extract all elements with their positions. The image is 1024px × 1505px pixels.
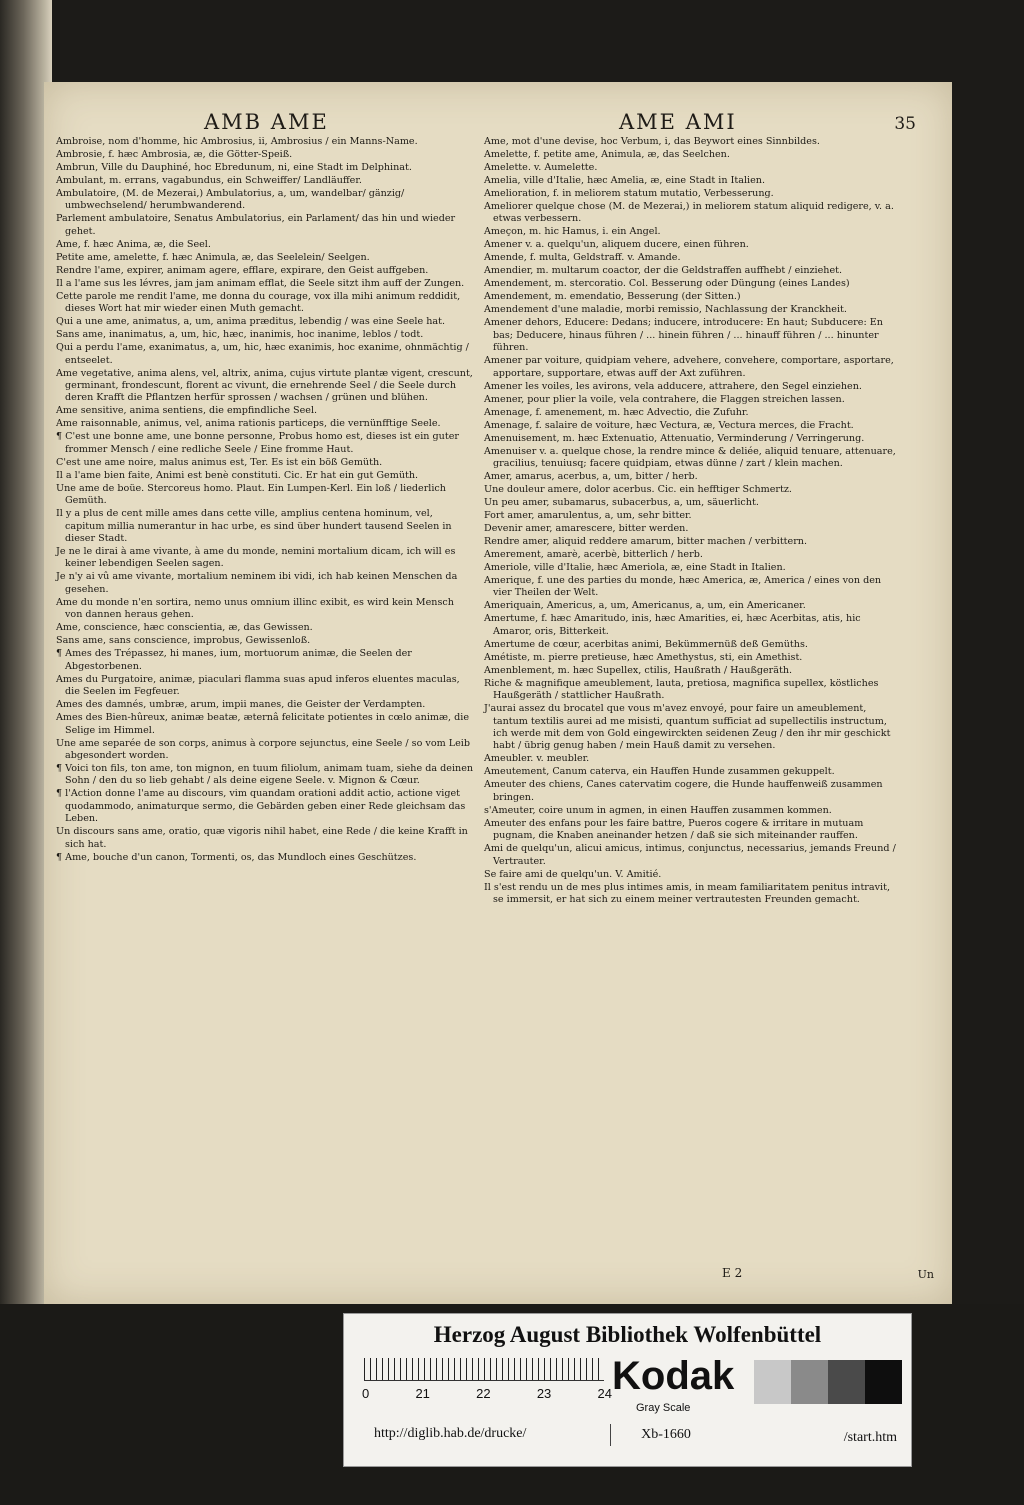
- dictionary-entry: s'Ameuter, coire unum in agmen, in einen Hauffen zusammen kommen.: [484, 804, 832, 816]
- dictionary-entry: Devenir amer, amarescere, bitter werden.: [484, 523, 689, 535]
- ruler-number: 0: [362, 1386, 370, 1401]
- dictionary-entry: Ambrun, Ville du Dauphiné, hoc Ebredunum, ni, eine Stadt im Delphinat.: [56, 162, 412, 173]
- right-column: [484, 136, 902, 907]
- ruler-number: 23: [536, 1386, 552, 1401]
- dictionary-entry: Amenuiser v. a. quelque chose, la rendre mince & deliée, aliquid tenuare, attenuare, gracilius, tenuiusq; facere quidpiam, etwas dünne / zart / klein machen.: [484, 445, 896, 470]
- dictionary-entry: Sans ame, sans conscience, improbus, Gewissenloß.: [56, 635, 311, 647]
- dictionary-entry: Il a l'ame sus les lévres, jam jam animam efflat, die Seele sitzt ihm auff der Zungen.: [56, 277, 465, 289]
- dictionary-entry: Amelioration, f. in meliorem statum mutatio, Verbesserung.: [484, 188, 774, 199]
- dictionary-entry: ¶ l'Action donne l'ame au discours, vim quandam orationi addit actio, actione viget quodammodo, animaturque sermo, die Gebärden geben einer Rede gleichsam das Leben.: [56, 788, 466, 825]
- dictionary-entry: Un peu amer, subamarus, subacerbus, a, um, säuerlicht.: [484, 497, 759, 509]
- dictionary-entry: Amendement, m. stercoratio. Col. Besserung oder Düngung (eines Landes): [484, 278, 850, 290]
- dictionary-entry: Qui a une ame, animatus, a, um, anima præditus, lebendig / was eine Seele hat.: [56, 316, 445, 328]
- dictionary-entry: Ame, f. hæc Anima, æ, die Seel.: [56, 238, 211, 250]
- dictionary-entry: Cette parole me rendit l'ame, me donna du courage, vox illa mihi animum reddidit, dieses Wort hat mir wieder einen Muth gemacht.: [56, 290, 461, 315]
- dictionary-entry: Amendement, m. emendatio, Besserung (der Sitten.): [484, 291, 741, 303]
- dictionary-entry: Amelette. v. Aumelette.: [484, 162, 598, 173]
- dictionary-entry: Petite ame, amelette, f. hæc Animula, æ, das Seelelein/ Seelgen.: [56, 251, 370, 263]
- dictionary-entry: Amerement, amarè, acerbè, bitterlich / herb.: [484, 549, 703, 561]
- gray-scale-label: Gray Scale: [636, 1402, 691, 1414]
- ruler-number: 21: [415, 1386, 430, 1401]
- dictionary-entry: Ambroise, nom d'homme, hic Ambrosius, ii, Ambrosius / ein Manns-Name.: [56, 136, 418, 147]
- dictionary-entry: Je ne le dirai à ame vivante, à ame du monde, nemini mortalium dicam, ich will es keiner lebendigen Seelen sagen.: [56, 546, 456, 570]
- gray-scale-patches: [754, 1360, 902, 1404]
- dictionary-entry: Amelia, ville d'Italie, hæc Amelia, æ, eine Stadt in Italien.: [484, 175, 766, 186]
- dictionary-entry: Un discours sans ame, oratio, quæ vigoris nihil habet, eine Rede / die keine Krafft in sich hat.: [56, 826, 468, 850]
- dictionary-entry: Amende, f. multa, Geldstraff. v. Amande.: [484, 252, 681, 264]
- gray-patch: [791, 1360, 828, 1404]
- dictionary-entry: Amer, amarus, acerbus, a, um, bitter / herb.: [484, 471, 698, 483]
- start-page-url: /start.htm: [843, 1430, 897, 1445]
- ruler-number: 22: [476, 1386, 491, 1401]
- dictionary-entry: Une ame de boüe. Stercoreus homo. Plaut. Ein Lumpen-Kerl. Ein loß / liederlich Gemüth.: [56, 482, 446, 507]
- ruler-number: 24: [597, 1386, 612, 1401]
- dictionary-entry: Ame, conscience, hæc conscientia, æ, das Gewissen.: [56, 622, 313, 634]
- dictionary-entry: Il y a plus de cent mille ames dans cette ville, amplius centena hominum, vel, capitum millia numerantur in hac urbe, es sind über hundert tausend Seelen in dieser Stadt.: [56, 508, 452, 545]
- dictionary-entry: Ame raisonnable, animus, vel, anima rationis particeps, die vernünfftige Seele.: [56, 418, 441, 430]
- library-target-card: [343, 1313, 912, 1467]
- dictionary-entry: Ami de quelqu'un, alicui amicus, intimus, conjunctus, necessarius, jemands Freund / Vertrauter.: [484, 843, 896, 867]
- dictionary-entry: Parlement ambulatoire, Senatus Ambulatorius, ein Parlament/ das hin und wieder gehet.: [56, 213, 456, 237]
- ruler-numbers: [362, 1386, 612, 1401]
- dictionary-entry: Ambulatoire, (M. de Mezerai,) Ambulatorius, a, um, wandelbar/ gänzig/ umbwechselend/ herumbwanderend.: [56, 188, 405, 212]
- dictionary-entry: Ameriquain, Americus, a, um, Americanus, a, um, ein Americaner.: [484, 600, 806, 612]
- gray-patch: [828, 1360, 865, 1404]
- dictionary-entry: Ame, mot d'une devise, hoc Verbum, i, das Beywort eines Sinnbildes.: [484, 136, 820, 147]
- book-page: [44, 82, 952, 1304]
- dictionary-entry: Il s'est rendu un de mes plus intimes amis, in meam familiaritatem penitus intravit, se immersit, er hat sich zu einem meiner vertrautesten Freunden gemacht.: [484, 881, 891, 906]
- dictionary-entry: Ameutement, Canum caterva, ein Hauffen Hunde zusammen gekuppelt.: [484, 766, 835, 778]
- dictionary-entry: Amerique, f. une des parties du monde, hæc America, æ, America / eines von den vier Theilen der Welt.: [484, 575, 882, 599]
- dictionary-entry: Amendier, m. multarum coactor, der die Geldstraffen auffhebt / einziehet.: [484, 265, 843, 277]
- dictionary-entry: Ames des Bien-hûreux, animæ beatæ, æternâ felicitate potientes in cœlo animæ, die Selige im Himmel.: [56, 712, 470, 736]
- dictionary-entry: Une douleur amere, dolor acerbus. Cic. ein hefftiger Schmertz.: [484, 484, 792, 496]
- dictionary-entry: Ameliorer quelque chose (M. de Mezerai,) in meliorem statum aliquid redigere, v. a. etwas verbessern.: [484, 201, 894, 225]
- catchword: Un: [917, 1268, 934, 1281]
- dictionary-entry: Ameriole, ville d'Italie, hæc Ameriola, æ, eine Stadt in Italien.: [484, 562, 786, 574]
- dictionary-entry: Amener v. a. quelqu'un, aliquem ducere, einen führen.: [484, 239, 749, 251]
- dictionary-entry: Amener par voiture, quidpiam vehere, advehere, convehere, comportare, asportare, apportare, supportare, etwas auff der Axt zuführen.: [484, 355, 894, 379]
- shelfmark: Xb-1660: [610, 1424, 721, 1446]
- dictionary-entry: Amelette, f. petite ame, Animula, æ, das Seelchen.: [484, 149, 730, 160]
- dictionary-entry: ¶ Ames des Trépassez, hi manes, ium, mortuorum animæ, die Seelen der Abgestorbenen.: [56, 648, 412, 672]
- dictionary-entry: Ambulant, m. errans, vagabundus, ein Schweiffer/ Landläuffer.: [56, 175, 362, 186]
- dictionary-entry: Ame sensitive, anima sentiens, die empfindliche Seel.: [56, 405, 318, 417]
- dictionary-entry: Ameuter des enfans pour les faire battre, Pueros cogere & irritare in mutuam pugnam, die Knaben aneinander hetzen / daß sie sich miteinander rauffen.: [484, 817, 864, 842]
- headline-right: AME AMI: [619, 110, 737, 134]
- dictionary-entry: Amenage, f. salaire de voiture, hæc Vectura, æ, Vectura merces, die Fracht.: [484, 419, 854, 431]
- digital-library-url: http://diglib.hab.de/drucke/: [374, 1426, 527, 1441]
- left-column: [56, 136, 474, 865]
- dictionary-entry: Une ame separée de son corps, animus à corpore sejunctus, eine Seele / so vom Leib abgesondert worden.: [56, 737, 471, 761]
- dictionary-entry: Amener dehors, Educere: Dedans; inducere, introducere: En haut; Subducere: En bas; Deducere, hinaus führen / ... hinein führen / ... hinauff führen / ... hinunter führen.: [484, 317, 883, 354]
- dictionary-entry: ¶ Voici ton fils, ton ame, ton mignon, en tuum filiolum, animam tuam, siehe da deinen Sohn / den du so lieb gehabt / als deine eigene Seele. v. Mignon & Cœur.: [56, 762, 474, 787]
- dictionary-entry: ¶ C'est une bonne ame, une bonne personne, Probus homo est, dieses ist ein guter frommer Mensch / eine redliche Seele / Eine fromme Haut.: [56, 431, 459, 455]
- dictionary-entry: Riche & magnifique ameublement, lauta, pretiosa, magnifica supellex, köstliches Haußgeräth / stattlicher Haußrath.: [484, 677, 879, 702]
- kodak-logo: Kodak: [612, 1354, 735, 1398]
- measure-ruler: [364, 1358, 604, 1381]
- dictionary-entry: Rendre amer, aliquid reddere amarum, bitter machen / verbittern.: [484, 536, 808, 548]
- headline-left: AMB AME: [204, 110, 329, 134]
- dictionary-entry: Amener les voiles, les avirons, vela adducere, attrahere, den Segel einziehen.: [484, 380, 862, 392]
- dictionary-entry: C'est une ame noire, malus animus est, Ter. Es ist ein böß Gemüth.: [56, 456, 383, 468]
- dictionary-entry: Sans ame, inanimatus, a, um, hic, hæc, inanimis, hoc inanime, leblos / todt.: [56, 329, 424, 341]
- dictionary-entry: ¶ Ame, bouche d'un canon, Tormenti, os, das Mundloch eines Geschützes.: [56, 851, 417, 863]
- dictionary-entry: Ameuter des chiens, Canes catervatim cogere, die Hunde hauffenweiß zusammen bringen.: [484, 779, 883, 803]
- dictionary-entry: Je n'y ai vû ame vivante, mortalium neminem ibi vidi, ich hab keinen Menschen da gesehen.: [56, 571, 458, 595]
- dictionary-entry: Fort amer, amarulentus, a, um, sehr bitter.: [484, 510, 692, 522]
- dictionary-entry: Ame du monde n'en sortira, nemo unus omnium illinc exibit, es wird kein Mensch von dannen heraus gehen.: [56, 596, 454, 621]
- library-title: Herzog August Bibliothek Wolfenbüttel: [433, 1322, 822, 1347]
- dictionary-entry: Amertume, f. hæc Amaritudo, inis, hæc Amarities, ei, hæc Acerbitas, atis, hic Amaror, oris, Bitterkeit.: [484, 613, 861, 637]
- dictionary-entry: Ame vegetative, anima alens, vel, altrix, anima, cujus virtute plantæ vigent, crescunt, germinant, frondescunt, florent ac vivunt, die ernehrende Seel / die Seele durch deren Krafft die Pflantzen herfür sprossen / wachsen / grünen und blühen.: [56, 367, 473, 404]
- dictionary-entry: Il a l'ame bien faite, Animi est benè constituti. Cic. Er hat ein gut Gemüth.: [56, 469, 419, 481]
- page-number: 35: [894, 114, 916, 134]
- dictionary-entry: Amenblement, m. hæc Supellex, ctilis, Haußrath / Haußgeräth.: [484, 664, 793, 676]
- dictionary-entry: Amendement d'une maladie, morbi remissio, Nachlassung der Kranckheit.: [484, 304, 847, 316]
- signature-mark: E 2: [722, 1266, 743, 1280]
- dictionary-entry: Ambrosie, f. hæc Ambrosia, æ, die Götter-Speiß.: [56, 149, 293, 160]
- dictionary-entry: Amertume de cœur, acerbitas animi, Bekümmernüß deß Gemüths.: [484, 638, 808, 650]
- dictionary-entry: Amétiste, m. pierre pretieuse, hæc Amethystus, sti, ein Amethist.: [484, 651, 803, 663]
- dictionary-entry: Ames du Purgatoire, animæ, piaculari flamma suas apud inferos eluentes maculas, die Seelen im Fegfeuer.: [56, 673, 460, 698]
- dictionary-entry: Ameubler. v. meubler.: [484, 753, 590, 765]
- dictionary-entry: Amenage, f. amenement, m. hæc Advectio, die Zufuhr.: [484, 406, 749, 418]
- gray-patch: [754, 1360, 791, 1404]
- dictionary-entry: Rendre l'ame, expirer, animam agere, efflare, expirare, den Geist auffgeben.: [56, 264, 429, 276]
- dictionary-entry: Se faire ami de quelqu'un. V. Amitié.: [484, 868, 662, 880]
- dictionary-entry: Amenuisement, m. hæc Extenuatio, Attenuatio, Verminderung / Verringerung.: [484, 432, 865, 444]
- dictionary-entry: J'aurai assez du brocatel que vous m'avez envoyé, pour faire un ameublement, tantum textilis aurei ad me misisti, quantum sufficiat ad supellectilis instructum, ich werde mit dem von Gold eingewirckten seidenen Zeug / den ihr mir geschickt habt / übrig genug haben / mein Hauß damit zu versehen.: [484, 703, 891, 752]
- dictionary-entry: Ames des damnés, umbræ, arum, impii manes, die Geister der Verdampten.: [56, 699, 426, 711]
- dictionary-entry: Ameçon, m. hic Hamus, i. ein Angel.: [484, 226, 661, 238]
- dictionary-entry: Amener, pour plier la voile, vela contrahere, die Flaggen streichen lassen.: [484, 393, 845, 405]
- dictionary-entry: Qui a perdu l'ame, exanimatus, a, um, hic, hæc exanimis, hoc exanime, ohnmächtig / entseelet.: [56, 342, 469, 366]
- gray-patch: [865, 1360, 902, 1404]
